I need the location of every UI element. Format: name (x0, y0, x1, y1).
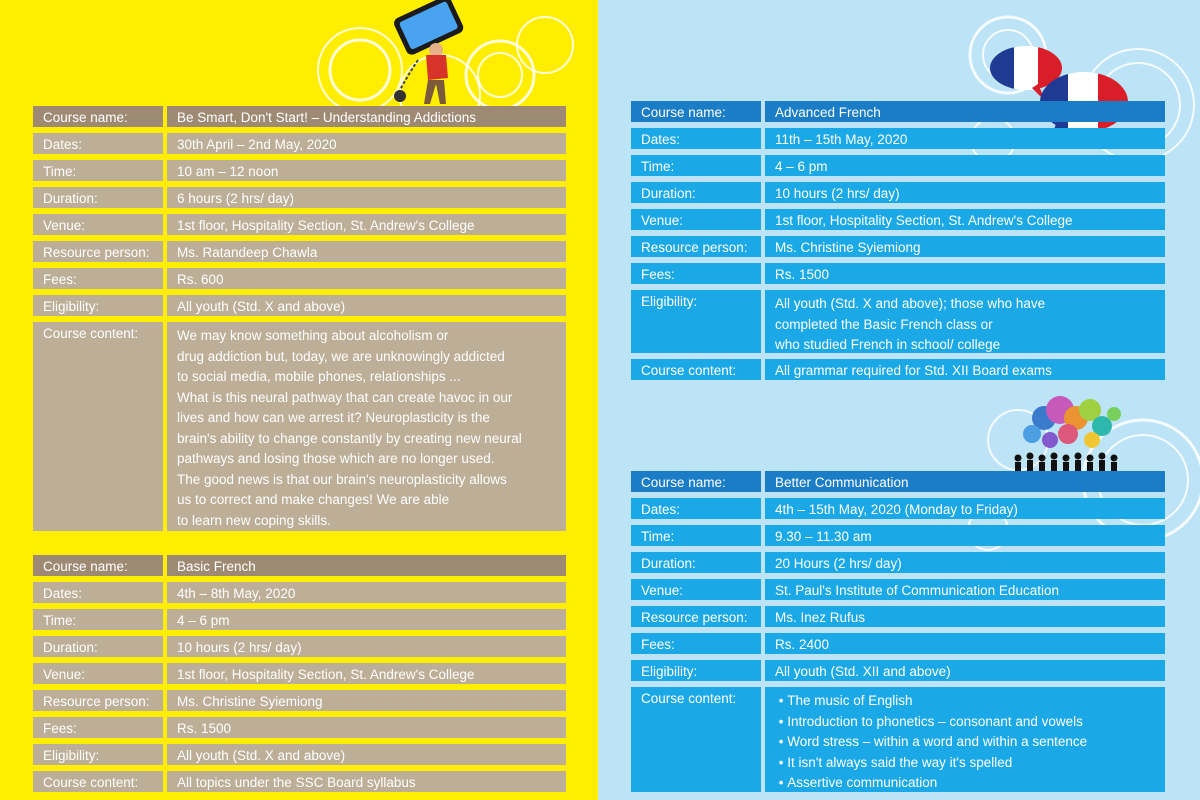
table-row (631, 579, 1165, 600)
row-value: Ms. Ratandeep Chawla (167, 241, 566, 262)
eligibility-line: completed the Basic French class or (775, 316, 993, 332)
table-row (631, 471, 1165, 492)
table-row (631, 155, 1165, 176)
table-row (631, 525, 1165, 546)
table-row (33, 295, 566, 316)
list-item: • It isn't always said the way it's spelled (775, 754, 1013, 770)
row-value: All youth (Std. X and above) (167, 295, 566, 316)
row-label: Venue: (33, 663, 163, 684)
row-label: Course content: (631, 687, 761, 792)
row-value: Basic French (167, 555, 566, 576)
decorative-circles (0, 0, 598, 110)
course-content-list (765, 687, 1165, 792)
row-label: Course content: (631, 359, 761, 380)
row-value: Advanced French (765, 101, 1165, 122)
row-value: Ms. Christine Syiemiong (765, 236, 1165, 257)
row-label: Resource person: (631, 606, 761, 627)
table-row (631, 359, 1165, 380)
table-row (631, 633, 1165, 654)
row-value: 1st floor, Hospitality Section, St. Andrew's College (167, 663, 566, 684)
table-row (631, 209, 1165, 230)
row-label: Time: (631, 525, 761, 546)
content-line: brain's ability to change constantly by creating new neural (177, 430, 522, 446)
eligibility-line: who studied French in school/ college (775, 337, 1001, 352)
row-value: Ms. Christine Syiemiong (167, 690, 566, 711)
row-label: Resource person: (33, 690, 163, 711)
row-label: Dates: (631, 128, 761, 149)
row-value: Rs. 1500 (765, 263, 1165, 284)
row-value: 10 am – 12 noon (167, 160, 566, 181)
content-line: to social media, mobile phones, relationships ... (177, 369, 461, 384)
list-item-text: It isn't always said the way it's spelled (787, 754, 1013, 770)
row-value: Rs. 600 (167, 268, 566, 289)
list-item-text: The music of English (787, 693, 913, 708)
table-row (631, 236, 1165, 257)
list-item: • The music of English (775, 693, 913, 708)
eligibility-line: All youth (Std. X and above); those who have (775, 296, 1046, 311)
list-item: • Introduction to phonetics – consonant and vowels (775, 713, 1083, 729)
row-label: Course name: (33, 106, 163, 127)
row-value: 4th – 15th May, 2020 (Monday to Friday) (765, 498, 1165, 519)
table-row (33, 717, 566, 738)
row-value: Better Communication (765, 471, 1165, 492)
row-label: Duration: (631, 182, 761, 203)
table-row (33, 663, 566, 684)
row-label: Eligibility: (631, 290, 761, 353)
row-value: Be Smart, Don't Start! – Understanding Addictions (167, 106, 566, 127)
table-row (631, 101, 1165, 122)
row-value: 10 hours (2 hrs/ day) (765, 182, 1165, 203)
row-label: Venue: (631, 209, 761, 230)
row-value: 4 – 6 pm (167, 609, 566, 630)
table-row (631, 687, 1165, 792)
table-row (631, 552, 1165, 573)
content-line: lives and how can we arrest it? Neuroplasticity is the (177, 410, 490, 425)
row-value: All youth (Std. XII and above) (765, 660, 1165, 681)
row-label: Venue: (631, 579, 761, 600)
table-row (631, 498, 1165, 519)
row-value: All topics under the SSC Board syllabus (167, 771, 566, 792)
row-value: 30th April – 2nd May, 2020 (167, 133, 566, 154)
table-row (33, 744, 566, 765)
row-label: Fees: (33, 717, 163, 738)
row-label: Time: (33, 609, 163, 630)
course-table-better-communication (631, 471, 1165, 792)
eligibility-text (765, 290, 1165, 353)
phone-carrier-icon (388, 0, 478, 110)
content-line: to learn new coping skills. (177, 512, 331, 528)
row-value: 20 Hours (2 hrs/ day) (765, 552, 1165, 573)
row-label: Dates: (631, 498, 761, 519)
row-label: Course content: (33, 771, 163, 792)
row-label: Time: (33, 160, 163, 181)
row-label: Course content: (33, 322, 163, 531)
row-label: Duration: (631, 552, 761, 573)
row-label: Eligibility: (33, 744, 163, 765)
table-row (33, 133, 566, 154)
row-label: Duration: (33, 636, 163, 657)
right-panel (598, 0, 1200, 800)
row-label: Eligibility: (33, 295, 163, 316)
list-item-text: Introduction to phonetics – consonant and vowels (787, 713, 1083, 729)
row-label: Dates: (33, 582, 163, 603)
row-value: 11th – 15th May, 2020 (765, 128, 1165, 149)
table-row (33, 322, 566, 531)
left-panel (0, 0, 598, 800)
content-line: pathways and losing those which are no longer used. (177, 451, 495, 466)
content-line: We may know something about alcoholism or (177, 328, 449, 343)
row-label: Venue: (33, 214, 163, 235)
list-item-text: Word stress – within a word and within a sentence (787, 734, 1088, 749)
table-row (33, 106, 566, 127)
table-row (33, 268, 566, 289)
row-value: 10 hours (2 hrs/ day) (167, 636, 566, 657)
row-value: 4th – 8th May, 2020 (167, 582, 566, 603)
table-row (33, 555, 566, 576)
table-row (631, 290, 1165, 353)
content-line: The good news is that our brain's neuroplasticity allows (177, 471, 507, 487)
course-table-addictions (33, 106, 566, 531)
table-row (631, 128, 1165, 149)
table-row (33, 187, 566, 208)
list-item-text: Assertive communication (787, 775, 938, 790)
row-label: Time: (631, 155, 761, 176)
row-value: 1st floor, Hospitality Section, St. Andrew's College (167, 214, 566, 235)
list-item: • Assertive communication (775, 775, 938, 790)
row-value: 4 – 6 pm (765, 155, 1165, 176)
table-row (631, 182, 1165, 203)
table-row (33, 160, 566, 181)
row-value: All youth (Std. X and above) (167, 744, 566, 765)
table-row (33, 241, 566, 262)
row-label: Resource person: (33, 241, 163, 262)
table-row (33, 214, 566, 235)
row-label: Eligibility: (631, 660, 761, 681)
row-value: 6 hours (2 hrs/ day) (167, 187, 566, 208)
table-row (33, 582, 566, 603)
row-label: Course name: (631, 471, 761, 492)
row-value: 1st floor, Hospitality Section, St. Andrew's College (765, 209, 1165, 230)
row-label: Course name: (631, 101, 761, 122)
row-value: Rs. 2400 (765, 633, 1165, 654)
row-value: Rs. 1500 (167, 717, 566, 738)
row-label: Fees: (631, 263, 761, 284)
row-label: Fees: (631, 633, 761, 654)
content-line: drug addiction but, today, we are unknowingly addicted (177, 348, 505, 364)
row-label: Course name: (33, 555, 163, 576)
row-label: Fees: (33, 268, 163, 289)
row-value: Ms. Inez Rufus (765, 606, 1165, 627)
row-value: All grammar required for Std. XII Board exams (765, 359, 1165, 380)
table-row (33, 690, 566, 711)
row-value: 9.30 – 11.30 am (765, 525, 1165, 546)
content-line: us to correct and make changes! We are able (177, 492, 450, 507)
row-label: Resource person: (631, 236, 761, 257)
table-row (33, 636, 566, 657)
table-row (33, 609, 566, 630)
row-value: St. Paul's Institute of Communication Education (765, 579, 1165, 600)
row-label: Duration: (33, 187, 163, 208)
content-line: What is this neural pathway that can create havoc in our (177, 389, 513, 405)
course-table-advanced-french (631, 101, 1165, 380)
course-content-text (167, 322, 566, 531)
table-row (631, 660, 1165, 681)
row-label: Dates: (33, 133, 163, 154)
table-row (33, 771, 566, 792)
course-table-basic-french (33, 555, 566, 793)
table-row (631, 263, 1165, 284)
table-row (631, 606, 1165, 627)
list-item: • Word stress – within a word and within a sentence (775, 734, 1088, 749)
